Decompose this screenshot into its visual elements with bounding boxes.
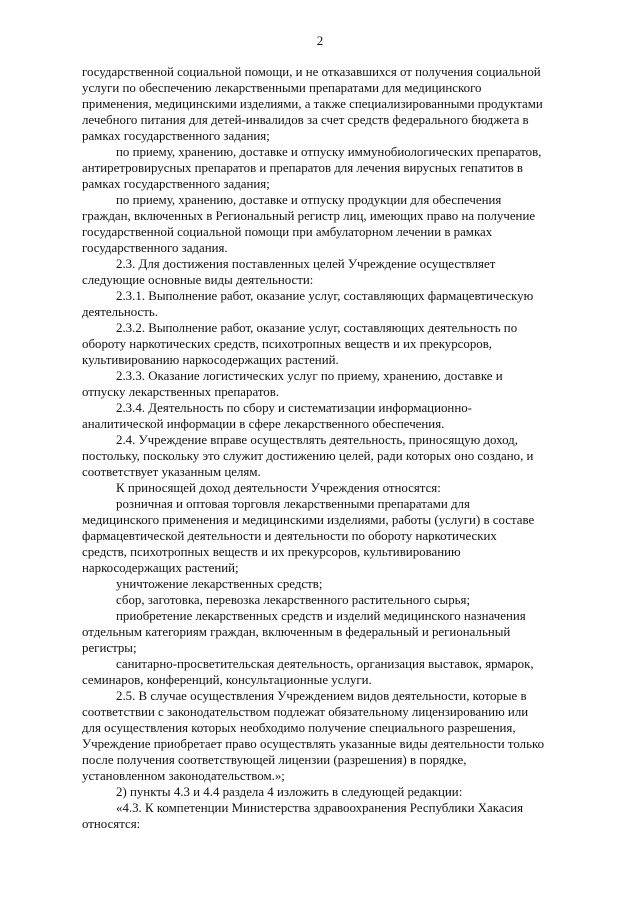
paragraph-2-5: 2.5. В случае осуществления Учреждением видов деятельности, которые в соответствии с законодательством подлежат обязательному лицензированию или для осуществления которых необходимо получение специального разрешения, Учреждение приобретает право осуществлять указанные виды деятельности только после получения соответствующей лицензии (разрешения) в порядке, установленном законодательством.»; [82,689,545,783]
document-body [82,64,582,832]
paragraph-income-activities: К приносящей доход деятельности Учреждения относятся: [116,481,441,495]
paragraph-acquisition: приобретение лекарственных средств и изделий медицинского назначения отдельным категориям граждан, включенным в федеральный и региональный регистры; [82,609,526,655]
paragraph-destruction: уничтожение лекарственных средств; [116,577,323,591]
paragraph-amendment-2: 2) пункты 4.3 и 4.4 раздела 4 изложить в следующей редакции: [116,785,463,799]
paragraph-2-4: 2.4. Учреждение вправе осуществлять деятельность, приносящую доход, постольку, поскольку это служит достижению целей, ради которых оно создано, и соответствует указанным целям. [82,433,534,479]
paragraph-2-3-2: 2.3.2. Выполнение работ, оказание услуг, составляющих деятельность по обороту наркотических средств, психотропных веществ и их прекурсоров, культивированию наркосодержащих растений. [82,321,518,367]
paragraph-sanitary-education: санитарно-просветительская деятельность, организация выставок, ярмарок, семинаров, конференций, консультационные услуги. [82,657,534,687]
paragraph-raw-materials: сбор, заготовка, перевозка лекарственного растительного сырья; [116,593,471,607]
paragraph-retail-trade: розничная и оптовая торговля лекарственными препаратами для медицинского применения и медицинскими изделиями, работы (услуги) в составе фармацевтической деятельности и деятельности по обороту наркотических средств, психотропных веществ и их прекурсоров, культивированию наркосодержащих растений; [82,497,535,575]
paragraph-2-3-3: 2.3.3. Оказание логистических услуг по приему, хранению, доставке и отпуску лекарственных препаратов. [82,369,503,399]
paragraph-immunobiological: по приему, хранению, доставке и отпуску иммунобиологических препаратов, антиретровирусных препаратов и препаратов для лечения вирусных гепатитов в рамках государственного задания; [82,145,542,191]
paragraph-2-3-1: 2.3.1. Выполнение работ, оказание услуг, составляющих фармацевтическую деятельность. [82,289,534,319]
paragraph-regional-register: по приему, хранению, доставке и отпуску продукции для обеспечения граждан, включенных в Региональный регистр лиц, имеющих право на получение государственной социальной помощи при амбулаторном лечении в рамках государственного задания. [82,193,536,255]
paragraph-2-3: 2.3. Для достижения поставленных целей Учреждение осуществляет следующие основные виды деятельности: [82,257,496,287]
page-number: 2 [316,33,324,48]
paragraph-2-3-4: 2.3.4. Деятельность по сбору и систематизации информационно- аналитической информации в сфере лекарственного обеспечения. [82,401,472,431]
paragraph-4-3: «4.3. К компетенции Министерства здравоохранения Республики Хакасия относятся: [82,801,524,831]
paragraph-social-services: государственной социальной помощи, и не отказавшихся от получения социальной услуги по обеспечению лекарственными препаратами для медицинского применения, медицинскими изделиями, а также специализированными продуктами лечебного питания для детей-инвалидов за счет средств федерального бюджета в рамках государственного задания; [82,65,543,143]
